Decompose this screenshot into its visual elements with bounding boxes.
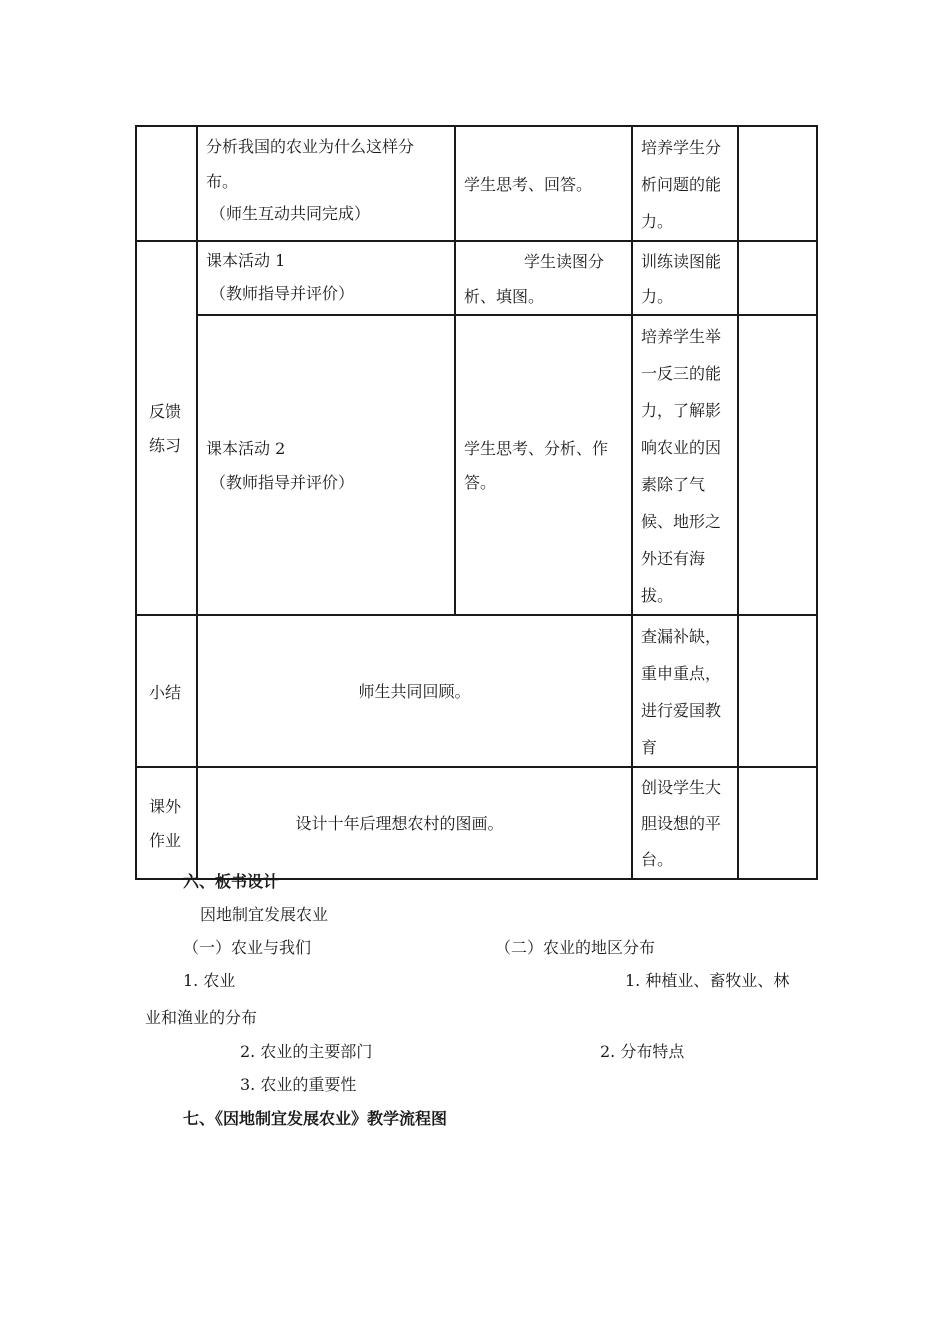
stage-label: 练习 bbox=[149, 436, 182, 455]
content-cell bbox=[197, 767, 632, 879]
intent-cell bbox=[632, 241, 738, 315]
activity-text: 学生思考、回答。 bbox=[464, 175, 593, 194]
content-line: 布。 bbox=[206, 172, 239, 191]
table-row bbox=[136, 315, 817, 615]
table-row bbox=[136, 241, 817, 315]
intent-line: 查漏补缺， bbox=[641, 627, 722, 646]
stage-label: 反馈 bbox=[149, 402, 182, 421]
board-right-section: （二）农业的地区分布 bbox=[495, 938, 656, 957]
table-row bbox=[136, 767, 817, 879]
board-left-item: 1. 农业 bbox=[183, 971, 236, 990]
stage-cell-homework bbox=[136, 767, 197, 879]
table-row bbox=[136, 126, 817, 241]
content-cell bbox=[197, 315, 455, 615]
notes-cell bbox=[738, 767, 817, 879]
intent-line: 重申重点， bbox=[641, 664, 722, 683]
intent-cell bbox=[632, 315, 738, 615]
board-right-item: 2. 分布特点 bbox=[600, 1042, 685, 1061]
notes-cell bbox=[738, 615, 817, 767]
intent-line: 拔。 bbox=[641, 586, 674, 605]
content-line: 课本活动 2 bbox=[206, 439, 286, 458]
section-heading-flow: 七、《因地制宜发展农业》教学流程图 bbox=[183, 1109, 448, 1128]
content-line: 课本活动 1 bbox=[206, 251, 286, 270]
activity-cell bbox=[455, 241, 632, 315]
board-right-item-cont: 业和渔业的分布 bbox=[145, 1008, 258, 1027]
intent-cell bbox=[632, 615, 738, 767]
content-line: （教师指导并评价） bbox=[210, 473, 355, 492]
activity-cell bbox=[455, 315, 632, 615]
intent-cell bbox=[632, 767, 738, 879]
intent-line: 力，了解影 bbox=[641, 401, 722, 420]
intent-line: 素除了气 bbox=[641, 475, 706, 494]
stage-label: 小结 bbox=[149, 682, 182, 702]
activity-line: 析、填图。 bbox=[464, 287, 545, 306]
intent-line: 创设学生大 bbox=[641, 778, 722, 797]
section-heading-board: 六、板书设计 bbox=[183, 872, 280, 891]
content-cell bbox=[197, 241, 455, 315]
intent-line: 力。 bbox=[641, 287, 674, 306]
content-line: （教师指导并评价） bbox=[210, 284, 355, 303]
notes-cell bbox=[738, 315, 817, 615]
activity-line: 答。 bbox=[464, 473, 497, 492]
notes-cell bbox=[738, 241, 817, 315]
intent-line: 胆设想的平 bbox=[641, 814, 722, 833]
activity-line: 学生思考、分析、作 bbox=[464, 439, 609, 458]
intent-line: 训练读图能 bbox=[641, 252, 722, 271]
board-right-item: 1. 种植业、畜牧业、林 bbox=[625, 971, 790, 990]
intent-line: 育 bbox=[641, 738, 658, 757]
table-row bbox=[136, 615, 817, 767]
intent-line: 响农业的因 bbox=[641, 438, 722, 457]
activity-line: 学生读图分 bbox=[524, 252, 605, 271]
content-cell bbox=[197, 126, 455, 241]
stage-cell-empty bbox=[136, 126, 197, 241]
activity-cell bbox=[455, 126, 632, 241]
summary-text: 师生共同回顾。 bbox=[358, 681, 471, 701]
intent-line: 候、地形之 bbox=[641, 512, 722, 531]
intent-line: 进行爱国教 bbox=[641, 701, 722, 720]
board-left-section: （一）农业与我们 bbox=[183, 938, 312, 957]
stage-cell-summary bbox=[136, 615, 197, 767]
content-cell bbox=[197, 615, 632, 767]
content-line: 分析我国的农业为什么这样分 bbox=[206, 137, 415, 156]
intent-line: 析问题的能 bbox=[641, 175, 722, 194]
lesson-plan-table bbox=[135, 125, 818, 880]
stage-label: 课外 bbox=[149, 797, 182, 816]
board-title: 因地制宜发展农业 bbox=[200, 905, 329, 924]
intent-line: 台。 bbox=[641, 850, 674, 869]
intent-line: 外还有海 bbox=[641, 549, 706, 568]
stage-label: 作业 bbox=[149, 831, 182, 850]
content-line: （师生互动共同完成） bbox=[210, 204, 371, 223]
board-left-item: 2. 农业的主要部门 bbox=[240, 1042, 373, 1061]
intent-line: 力。 bbox=[641, 212, 674, 231]
notes-cell bbox=[738, 126, 817, 241]
intent-cell bbox=[632, 126, 738, 241]
stage-cell-feedback bbox=[136, 241, 197, 615]
intent-line: 培养学生举 bbox=[641, 327, 722, 346]
homework-text: 设计十年后理想农村的图画。 bbox=[295, 813, 504, 833]
intent-line: 培养学生分 bbox=[641, 138, 722, 157]
board-left-item: 3. 农业的重要性 bbox=[240, 1075, 357, 1094]
intent-line: 一反三的能 bbox=[641, 364, 722, 383]
